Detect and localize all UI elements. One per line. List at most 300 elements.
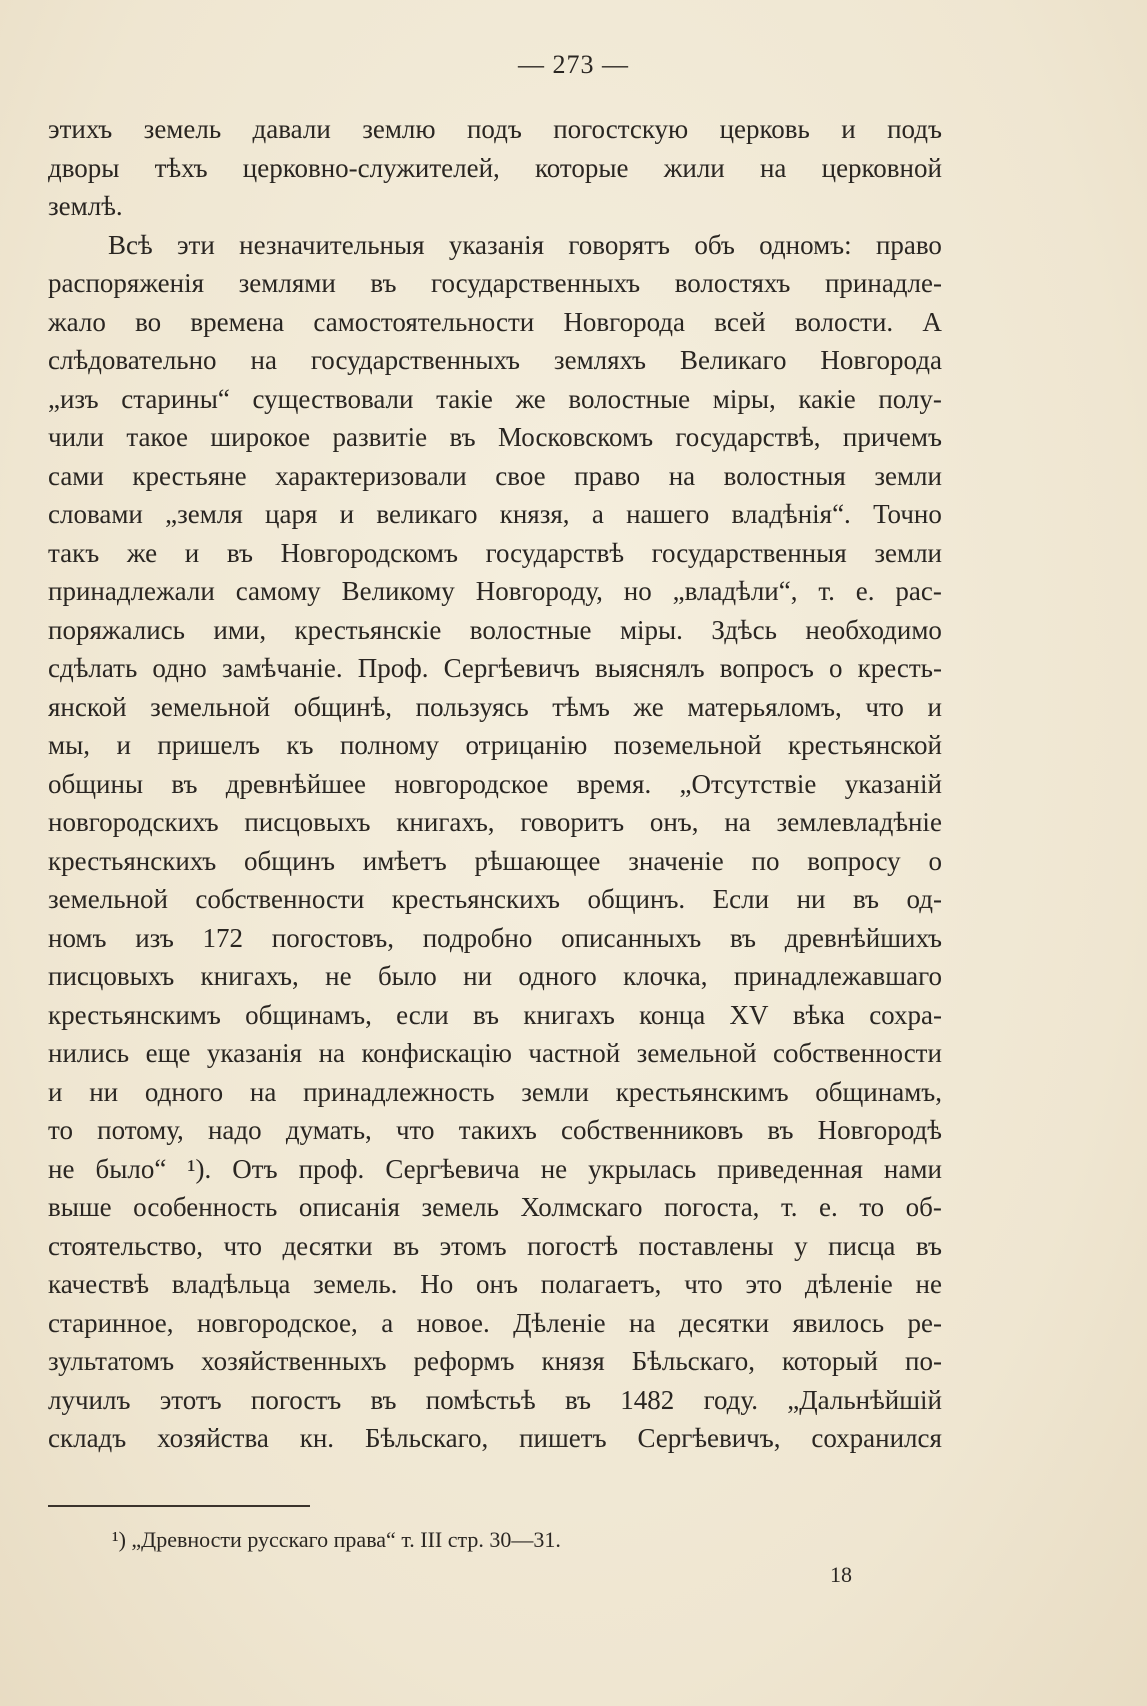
text-word: особенность: [133, 1192, 278, 1222]
text-word: подробно: [422, 922, 533, 953]
text-word: землями: [238, 268, 336, 298]
text-word: этихъ: [48, 114, 113, 144]
text-word: общинъ: [244, 845, 335, 876]
text-word: десятки: [282, 1230, 373, 1261]
text-word: Великому: [341, 576, 455, 606]
text-word: незначительныя: [239, 229, 425, 260]
text-word: это: [745, 1269, 783, 1299]
text-word: въ: [370, 268, 397, 298]
page-number: — 273 —: [518, 50, 629, 79]
text-word: одномъ:: [759, 229, 852, 260]
text-word: по-: [905, 1346, 942, 1376]
text-word: одно: [152, 653, 207, 683]
text-word: государственныхъ: [310, 345, 520, 375]
text-word: принадлежали: [48, 576, 215, 606]
text-word: царя: [265, 499, 318, 529]
text-word: „Дальнѣйшій: [787, 1384, 942, 1415]
text-word: писцовыхъ: [48, 961, 175, 991]
text-word: лучилъ: [48, 1384, 131, 1415]
text-word: собственниковъ: [561, 1115, 744, 1145]
text-word: дворы: [48, 152, 120, 183]
text-word: принадлежавшаго: [733, 961, 942, 991]
text-word: князя,: [499, 499, 570, 529]
text-line: [48, 1111, 942, 1150]
text-line: [48, 226, 942, 265]
text-word: онъ: [476, 1269, 518, 1299]
text-word: не: [325, 961, 352, 991]
text-word: и: [841, 114, 856, 144]
text-word: древнѣйшее: [225, 768, 367, 799]
text-word: міры.: [619, 614, 683, 645]
text-word: кресть-: [857, 653, 942, 683]
text-word: мы,: [48, 730, 90, 760]
text-word: землѣ.: [48, 191, 123, 221]
text-word: во: [135, 306, 162, 337]
text-word: Новгорода: [563, 306, 686, 337]
text-word: старины“: [121, 383, 230, 414]
text-word: сами: [48, 460, 104, 491]
text-word: и: [927, 691, 942, 722]
text-word: а: [381, 1307, 394, 1338]
text-line: [48, 495, 942, 534]
text-line: [48, 572, 942, 611]
text-word: крестьянскіе: [294, 614, 442, 645]
text-word: въ: [393, 1230, 420, 1261]
text-word: на: [668, 460, 696, 491]
text-word: поставлены: [638, 1230, 774, 1261]
text-line: [48, 1381, 942, 1420]
text-word: крестьяне: [132, 460, 247, 491]
text-word: подъ: [887, 114, 942, 144]
text-word: пользуясь: [415, 691, 529, 722]
text-word: не: [540, 1153, 568, 1184]
text-word: давали: [252, 114, 331, 144]
text-word: что: [395, 1115, 435, 1145]
text-word: широкое: [210, 422, 311, 452]
text-word: погостъ: [250, 1384, 342, 1415]
text-word: Холмскаго: [520, 1192, 643, 1222]
text-word: сохра-: [869, 999, 942, 1030]
text-word: указаній: [844, 768, 942, 799]
text-word: году.: [703, 1384, 758, 1415]
text-line: [48, 1034, 942, 1073]
text-word: же: [633, 691, 664, 722]
text-word: пришелъ: [157, 730, 260, 760]
text-line: [48, 534, 942, 573]
text-word: волостныя: [723, 460, 846, 491]
text-word: погостскую: [553, 114, 689, 144]
text-word: жили: [663, 152, 725, 183]
text-word: старинное,: [48, 1307, 174, 1338]
text-word: не: [48, 1153, 75, 1184]
text-word: матерьяломъ,: [687, 691, 842, 722]
text-word: одного: [518, 961, 597, 991]
text-word: Бѣльскаго,: [364, 1423, 489, 1453]
text-line: [48, 1419, 942, 1458]
text-word: государствѣ,: [675, 422, 821, 452]
footnote: ¹) „Древности русскаго права“ т. III стр. 30—31.: [112, 1527, 561, 1552]
text-line: [48, 765, 942, 804]
text-line: [48, 457, 942, 496]
text-word: указанія: [448, 229, 545, 260]
text-word: А: [922, 306, 942, 337]
text-word: нились: [48, 1038, 130, 1068]
text-word: новгородское: [394, 768, 549, 799]
text-word: од-: [906, 884, 942, 914]
text-word: Проф.: [357, 653, 429, 683]
text-word: рѣшающее: [474, 845, 601, 876]
text-line: [48, 303, 942, 342]
text-word: сдѣлать: [48, 653, 138, 683]
text-word: т.: [818, 576, 835, 606]
text-word: рас-: [895, 576, 942, 606]
text-word: нашего: [626, 499, 710, 529]
text-word: клочка,: [623, 961, 708, 991]
text-word: Дѣленіе: [513, 1307, 606, 1338]
text-word: погостѣ: [527, 1230, 619, 1261]
text-word: волости.: [794, 306, 894, 337]
text-word: такихъ: [458, 1115, 537, 1145]
signature-mark: 18: [830, 1562, 852, 1587]
text-word: жало: [48, 306, 106, 337]
text-word: общинамъ,: [815, 1076, 942, 1107]
text-word: частной: [528, 1038, 621, 1068]
text-word: крестьянскихъ: [48, 845, 217, 876]
text-word: распоряженія: [48, 268, 204, 298]
text-word: вопросъ: [719, 653, 814, 683]
text-word: явилось: [792, 1307, 885, 1338]
text-word: об-: [905, 1192, 942, 1222]
text-word: писцовыхъ: [244, 807, 371, 837]
text-word: Новгородѣ: [817, 1115, 942, 1145]
text-word: не: [915, 1269, 942, 1299]
text-word: пишетъ: [519, 1423, 607, 1453]
text-word: изъ: [135, 922, 174, 953]
text-word: словами: [48, 499, 143, 529]
text-word: и: [48, 1076, 63, 1107]
text-word: е.: [855, 576, 875, 606]
text-word: земель.: [313, 1269, 398, 1299]
text-word: волостные: [469, 614, 592, 645]
text-word: поземельной: [613, 730, 762, 760]
text-word: „владѣли“,: [672, 576, 798, 606]
text-word: такое: [126, 422, 188, 452]
text-word: поряжались: [48, 614, 185, 645]
text-word: Здѣсь: [711, 614, 777, 645]
text-word: о: [928, 845, 942, 876]
text-word: одного: [144, 1076, 224, 1107]
text-word: слѣдовательно: [48, 345, 217, 375]
text-word: значеніе: [628, 845, 724, 876]
text-line: [48, 726, 942, 765]
text-word: на: [250, 345, 277, 375]
text-word: было“: [95, 1153, 167, 1184]
text-word: который: [782, 1346, 878, 1376]
footnote-divider: [48, 1505, 310, 1507]
text-word: время.: [576, 768, 652, 799]
text-word: думать,: [285, 1115, 372, 1145]
text-word: собственности: [195, 884, 365, 914]
text-word: Сергѣевича: [385, 1153, 520, 1184]
text-word: Новгороду,: [475, 576, 603, 606]
text-word: церковной: [821, 152, 942, 183]
text-word: сохранился: [811, 1423, 942, 1453]
text-line: [48, 149, 942, 188]
text-word: къ: [286, 730, 314, 760]
text-word: выше: [48, 1192, 112, 1222]
text-word: какіе: [798, 383, 856, 414]
text-word: но: [623, 576, 652, 606]
text-word: въ: [564, 1384, 592, 1415]
text-word: которые: [535, 152, 629, 183]
text-word: дѣленіе: [804, 1269, 893, 1299]
text-word: волостяхъ: [674, 268, 791, 298]
text-word: о: [829, 653, 843, 683]
text-word: земли: [874, 460, 942, 491]
text-word: конфискацію: [361, 1038, 512, 1068]
text-word: въ: [472, 999, 500, 1030]
text-line: [48, 649, 942, 688]
text-word: въ: [370, 1384, 397, 1415]
text-word: приведенная: [717, 1153, 863, 1184]
text-word: въ: [226, 537, 253, 568]
text-word: хозяйственныхъ: [201, 1346, 387, 1376]
text-word: князя: [541, 1346, 605, 1376]
text-word: Сергѣевичъ: [443, 653, 580, 683]
text-word: на: [759, 152, 787, 183]
text-word: крестьянской: [788, 730, 942, 760]
text-word: ни: [463, 961, 493, 991]
text-word: писца: [828, 1230, 896, 1261]
text-word: крестьянскихъ: [391, 884, 561, 914]
text-word: еще: [145, 1038, 191, 1068]
text-word: погоста,: [664, 1192, 760, 1222]
text-word: Если: [712, 884, 770, 914]
text-line: [48, 1150, 942, 1189]
text-word: въ: [915, 1230, 942, 1261]
text-line: [48, 418, 942, 457]
text-word: вѣка: [792, 999, 845, 1030]
text-word: волостные: [568, 383, 691, 414]
text-word: времена: [190, 306, 285, 337]
text-word: чили: [48, 422, 104, 452]
text-word: Великаго: [679, 345, 787, 375]
text-word: Московскомъ: [497, 422, 654, 452]
text-word: крестьянскимъ: [48, 999, 221, 1030]
text-word: владѣнія“.: [731, 499, 851, 529]
text-word: всей: [714, 306, 766, 337]
text-line: [48, 110, 942, 149]
text-word: земляхъ: [553, 345, 646, 375]
text-word: ими,: [213, 614, 267, 645]
text-word: Бѣльскаго,: [631, 1346, 755, 1376]
text-word: складъ: [48, 1423, 127, 1453]
text-line: [48, 842, 942, 881]
text-word: крестьянскимъ: [615, 1076, 789, 1107]
text-word: ни: [89, 1076, 119, 1107]
text-word: описанія: [298, 1192, 400, 1222]
text-line: [48, 803, 942, 842]
text-word: государствѣ: [485, 537, 624, 568]
text-word: право: [875, 229, 942, 260]
body-text: [48, 110, 942, 1458]
text-word: землевладѣніе: [776, 807, 942, 837]
text-word: право: [574, 460, 641, 491]
text-word: же: [126, 537, 158, 568]
text-word: земли: [521, 1076, 589, 1107]
text-word: имѣетъ: [362, 845, 447, 876]
text-word: новгородское,: [196, 1307, 358, 1338]
text-word: надо: [207, 1115, 262, 1145]
text-word: свое: [495, 460, 546, 491]
text-word: тѣмъ: [552, 691, 610, 722]
text-word: въ: [852, 884, 880, 914]
text-word: новгородскихъ: [48, 807, 219, 837]
text-word: этомъ: [439, 1230, 507, 1261]
text-word: у: [794, 1230, 808, 1261]
text-word: кн.: [299, 1423, 335, 1453]
text-word: существовали: [252, 383, 414, 414]
text-word: подъ: [466, 114, 522, 144]
text-line: [48, 187, 942, 226]
text-word: причемъ: [842, 422, 942, 452]
text-word: указанія: [206, 1038, 303, 1068]
text-word: церковь: [719, 114, 810, 144]
text-word: выяснялъ: [595, 653, 705, 683]
text-word: на: [249, 1076, 277, 1107]
text-word: по: [751, 845, 780, 876]
text-word: Сергѣевичъ,: [637, 1423, 781, 1453]
text-word: укрылась: [588, 1153, 697, 1184]
text-word: великаго: [376, 499, 478, 529]
text-word: развитіе: [332, 422, 428, 452]
text-word: „изъ: [48, 383, 99, 414]
text-word: государственныхъ: [431, 268, 641, 298]
text-word: въ: [449, 422, 476, 452]
text-word: общины: [48, 768, 144, 799]
text-word: міры,: [712, 383, 776, 414]
text-word: е.: [818, 1192, 838, 1222]
text-line: [48, 1342, 942, 1381]
text-word: то: [859, 1192, 885, 1222]
text-word: янской: [48, 691, 127, 722]
text-word: что: [684, 1269, 723, 1299]
text-word: онъ,: [649, 807, 699, 837]
text-word: замѣчаніе.: [221, 653, 343, 683]
text-line: [48, 341, 942, 380]
text-word: ре-: [907, 1307, 942, 1338]
text-word: объ: [694, 229, 735, 260]
text-word: и: [184, 537, 200, 568]
text-word: помѣстьѣ: [425, 1384, 536, 1415]
text-word: было: [377, 961, 437, 991]
text-word: такъ: [48, 537, 100, 568]
text-word: древнѣйшихъ: [784, 922, 942, 953]
text-word: принадле-: [824, 268, 942, 298]
text-line: [48, 380, 942, 419]
text-word: владѣльца: [171, 1269, 291, 1299]
text-word: необходимо: [805, 614, 942, 645]
text-word: эти: [176, 229, 215, 260]
text-line: [48, 688, 942, 727]
text-word: книгахъ,: [396, 807, 495, 837]
text-word: зультатомъ: [48, 1346, 175, 1376]
text-word: принадлежность: [303, 1076, 495, 1107]
text-word: земель: [143, 114, 222, 144]
text-line: [48, 919, 942, 958]
text-word: собственности: [773, 1038, 942, 1068]
text-word: общинъ.: [587, 884, 686, 914]
text-word: нами: [883, 1153, 942, 1184]
text-word: общинамъ,: [245, 999, 372, 1030]
text-word: XV: [729, 999, 769, 1030]
text-word: погостовъ,: [271, 922, 395, 953]
text-word: книгахъ: [523, 999, 615, 1030]
text-word: на: [724, 807, 751, 837]
text-word: общинѣ,: [293, 691, 393, 722]
text-word: Всѣ: [108, 229, 153, 260]
text-word: а: [591, 499, 604, 529]
text-line: [48, 611, 942, 650]
text-word: и: [116, 730, 131, 760]
text-word: „Отсутствіе: [679, 768, 817, 799]
text-word: что: [865, 691, 904, 722]
text-word: ни: [796, 884, 826, 914]
text-line: [48, 996, 942, 1035]
text-word: въ: [171, 768, 198, 799]
text-word: Отъ: [232, 1153, 278, 1184]
text-line: [48, 264, 942, 303]
text-word: этотъ: [159, 1384, 222, 1415]
text-line: [48, 1304, 942, 1343]
text-word: церковно-служителей,: [242, 152, 500, 183]
text-word: хозяйства: [157, 1423, 269, 1453]
text-word: 172: [202, 922, 244, 953]
text-word: вопросу: [807, 845, 901, 876]
text-line: [48, 1265, 942, 1304]
text-word: Новгородскомъ: [280, 537, 458, 568]
text-word: самостоятельности: [313, 306, 535, 337]
text-word: номъ: [48, 922, 107, 953]
text-word: стоятельство,: [48, 1230, 203, 1261]
text-word: отрицанію: [465, 730, 588, 760]
text-word: на: [629, 1307, 656, 1338]
text-word: реформъ: [413, 1346, 515, 1376]
text-word: т.: [780, 1192, 798, 1222]
text-line: [48, 1188, 942, 1227]
text-word: полагаетъ,: [540, 1269, 662, 1299]
text-word: полному: [339, 730, 440, 760]
text-word: же: [515, 383, 546, 414]
text-word: если: [396, 999, 449, 1030]
text-word: характеризовали: [275, 460, 467, 491]
text-word: говоритъ: [520, 807, 625, 837]
text-word: такіе: [436, 383, 493, 414]
text-word: проф.: [298, 1153, 365, 1184]
text-word: „земля: [165, 499, 243, 529]
text-word: конца: [639, 999, 706, 1030]
text-word: Точно: [873, 499, 942, 529]
text-word: что: [223, 1230, 262, 1261]
text-word: десятки: [678, 1307, 770, 1338]
text-word: ¹).: [187, 1153, 212, 1184]
text-line: [48, 1227, 942, 1266]
text-word: земельной: [636, 1038, 757, 1068]
text-word: потому,: [97, 1115, 184, 1145]
text-word: государственныя: [651, 537, 847, 568]
text-word: Но: [420, 1269, 454, 1299]
text-word: въ: [767, 1115, 794, 1145]
